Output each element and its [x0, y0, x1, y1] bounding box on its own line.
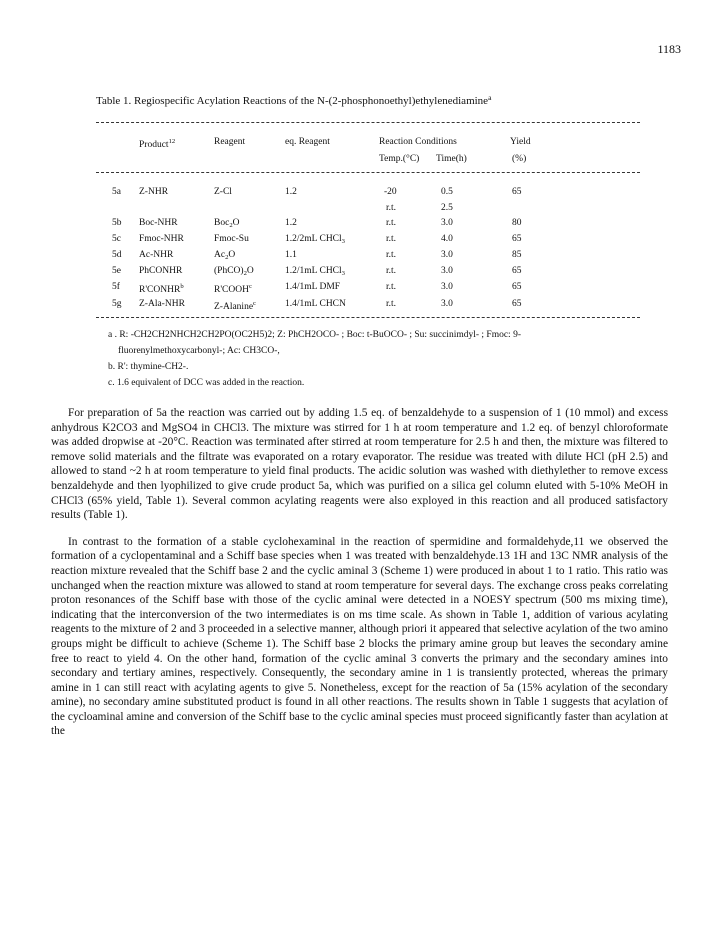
time: 0.5 [441, 187, 453, 197]
footnote-c: c. 1.6 equivalent of DCC was added in the reaction. [108, 378, 305, 388]
compound-id: 5f [112, 282, 120, 292]
yield: 65 [512, 282, 522, 292]
compound-id: 5c [112, 234, 121, 244]
temp: r.t. [386, 250, 397, 260]
product: Z-Ala-NHR [139, 299, 185, 309]
compound-id: 5a [112, 187, 121, 197]
temp: r.t. [386, 218, 397, 228]
temp: r.t. [386, 203, 397, 213]
time: 3.0 [441, 218, 453, 228]
time: 3.0 [441, 282, 453, 292]
temp: r.t. [386, 299, 397, 309]
product: PhCONHR [139, 266, 183, 276]
eq-reagent: 1.4/1mL DMF [285, 282, 341, 292]
header-time: Time(h) [436, 154, 467, 164]
product: R'CONHR$^b$ [139, 283, 184, 295]
yield: 65 [512, 187, 522, 197]
header-product: Product$^{12}$ [139, 138, 176, 150]
reagent: Z-Alanine$^c$ [214, 300, 256, 312]
paragraph: For preparation of 5a the reaction was carried out by adding 1.5 eq. of benzaldehyde to a suspension of 1 (10 mmol) and excess anhydrous K2CO3 and MgSO4 in CHCl3. The mixture was stirred for 1 h at room temperature and 1.2 eq. of benzyl chloroformate was added dropwise at -20°C. Reaction was terminated after stirred at room temperature for 2.5 h and then, the mixture was filtered to remove solid materials and the filtrate was evaporated on a rotary evaporator. The residue was treated with dilute HCl (pH 2.5) and allowed to stand ~2 h at room temperature to yield final products. The acidic solution was washed with diethylether to remove excess benzaldehyde and then lyophilized to give crude product 5a, which was purified on a silica gel column eluted with 5-10% MeOH in CHCl3 (65% yield, Table 1). Several common acylating reagents were also exployed in this reaction and all produced satisfactory results (Table 1). [51, 407, 668, 522]
compound-id: 5b [112, 218, 122, 228]
eq-reagent: 1.2/2mL CHCl$_3$ [285, 234, 345, 245]
yield: 65 [512, 234, 522, 244]
reagent: $Ac_2O$ [214, 250, 236, 261]
body-text [51, 406, 668, 751]
reagent: Fmoc-Su [214, 234, 249, 244]
header-yield-unit: (%) [512, 154, 527, 164]
time: 3.0 [441, 266, 453, 276]
reagent: Z-Cl [214, 187, 232, 197]
compound-id: 5e [112, 266, 121, 276]
header-eq-reagent: eq. Reagent [285, 137, 330, 147]
page-number: 1183 [657, 42, 681, 56]
paragraph: In contrast to the formation of a stable cyclohexaminal in the reaction of spermidine and formaldehyde,11 we observed the formation of a cyclopentaminal and a Schiff base species when 1 was treated with benzaldehyde.13 1H and 13C NMR analysis of the reaction mixture revealed that the Schiff base 2 and the cyclic aminal 3 (Scheme 1) were produced in about 1 to 1 ratio. This ratio was unchanged when the reaction mixture was allowed to stand at room temperature for several days. The exchange cross peaks correlating proton resonances of the Schiff base with those of the cyclic aminal were detected in a NOESY spectrum (500 ms mixing time), indicating that the interconversion of the two intermediates is on ms time scale. As shown in Table 1, addition of various acylating reagents to the mixture of 2 and 3 proceeded in a selective manner, although priori it appeared that selective acylation of the two amino groups might be difficult to achieve (Scheme 1). The Schiff base 2 blocks the primary amine group but leaves the secondary amine free to react to yield 4. On the other hand, formation of the cyclic aminal 3 converts the primary and the secondary amines into secondary and tertiary amines, respectively. Consequently, the secondary amine in 1 is transiently protected, whereas the primary amine in 1 can still react with acylating agents to give 5. Nonetheless, except for the reaction of 5a (15% acylation of the secondary amine), no secondary amine substituted product is found in all other reactions. The results shown in Table 1 suggests that acylation of the cycloaminal amine and conversion of the Schiff base to the cyclic aminal species must proceed significantly faster than acylation at the [51, 535, 668, 738]
header-reagent: Reagent [214, 137, 246, 147]
yield: 65 [512, 266, 522, 276]
time: 4.0 [441, 234, 453, 244]
header-temp: Temp.(°C) [379, 154, 420, 164]
eq-reagent: 1.2 [285, 218, 297, 228]
yield: 85 [512, 250, 522, 260]
eq-reagent: 1.4/1mL CHCN [285, 299, 346, 309]
caption-text: Table 1. Regiospecific Acylation Reactions of the N-(2-phosphonoethyl)ethylenediamine [96, 95, 489, 107]
product: Z-NHR [139, 187, 169, 197]
temp: r.t. [386, 234, 397, 244]
eq-reagent: 1.2 [285, 187, 297, 197]
footnote-a-continued: fluorenylmethoxycarbonyl-; Ac: CH3CO-, [118, 346, 280, 356]
header-reaction-conditions: Reaction Conditions [379, 137, 457, 147]
product: Fmoc-NHR [139, 234, 184, 244]
time: 3.0 [441, 299, 453, 309]
temp: r.t. [386, 266, 397, 276]
compound-id: 5d [112, 250, 122, 260]
temp: r.t. [386, 282, 397, 292]
table-header-rule [96, 172, 640, 173]
time: 3.0 [441, 250, 453, 260]
footnote-b: b. R': thymine-CH2-. [108, 362, 189, 372]
product: Ac-NHR [139, 250, 174, 260]
table-top-rule [96, 122, 640, 123]
eq-reagent: 1.1 [285, 250, 297, 260]
footnote-a: a . R: -CH2CH2NHCH2CH2PO(OC2H5)2; Z: PhCH2OCO- ; Boc: t-BuOCO- ; Su: succinimdyl- ; Fmoc: 9- [108, 330, 521, 340]
table-bottom-rule [96, 317, 640, 318]
yield: 65 [512, 299, 522, 309]
table-caption [96, 93, 492, 107]
eq-reagent: 1.2/1mL CHCl$_3$ [285, 266, 345, 277]
reagent: Boc$_2$O [214, 218, 240, 229]
reagent: $(PhCO)_2O$ [214, 266, 254, 277]
time: 2.5 [441, 203, 453, 213]
temp: -20 [384, 187, 397, 197]
caption-footnote-mark: a [488, 93, 492, 102]
header-yield: Yield [510, 137, 531, 147]
yield: 80 [512, 218, 522, 228]
reagent: R'COOH$^c$ [214, 283, 252, 295]
product: Boc-NHR [139, 218, 178, 228]
compound-id: 5g [112, 299, 122, 309]
